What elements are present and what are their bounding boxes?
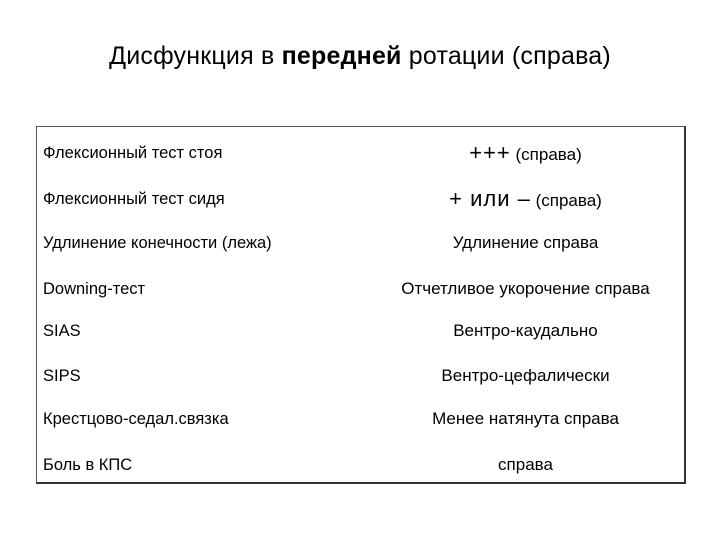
test-result: Вентро-каудально bbox=[453, 321, 598, 340]
test-name: SIPS bbox=[43, 366, 81, 385]
test-name: Downing-тест bbox=[43, 279, 146, 298]
test-name: Крестцово-седал.связка bbox=[43, 409, 229, 428]
table-row bbox=[37, 443, 684, 487]
test-name: SIAS bbox=[43, 321, 81, 340]
test-result: Менее натянута справа bbox=[432, 409, 619, 428]
result-main: + или – bbox=[449, 186, 531, 211]
title-suffix: ротации (справа) bbox=[401, 42, 611, 70]
test-name: Флексионный тест сидя bbox=[43, 189, 225, 208]
table-row bbox=[37, 309, 684, 353]
test-result: Отчетливое укорочение справа bbox=[401, 279, 650, 298]
findings-table bbox=[36, 126, 686, 484]
table-row bbox=[37, 397, 684, 441]
result-main: +++ bbox=[469, 140, 511, 165]
title-bold: передней bbox=[281, 42, 402, 70]
test-name: Флексионный тест стоя bbox=[43, 143, 223, 162]
test-result: Удлинение справа bbox=[452, 233, 599, 252]
test-result: Вентро-цефалически bbox=[441, 366, 610, 385]
result-note: (справа) bbox=[535, 191, 602, 210]
page-title bbox=[0, 42, 720, 71]
table-row bbox=[37, 354, 684, 398]
test-result: справа bbox=[498, 455, 553, 474]
table-row bbox=[37, 267, 684, 311]
table-row bbox=[37, 221, 684, 265]
title-prefix: Дисфункция в bbox=[109, 42, 282, 70]
test-result bbox=[357, 140, 684, 166]
test-result bbox=[357, 186, 684, 212]
test-name: Боль в КПС bbox=[43, 455, 133, 474]
table-row bbox=[37, 131, 684, 175]
result-note: (справа) bbox=[515, 145, 582, 164]
test-name: Удлинение конечности (лежа) bbox=[43, 233, 272, 252]
table-row bbox=[37, 177, 684, 221]
